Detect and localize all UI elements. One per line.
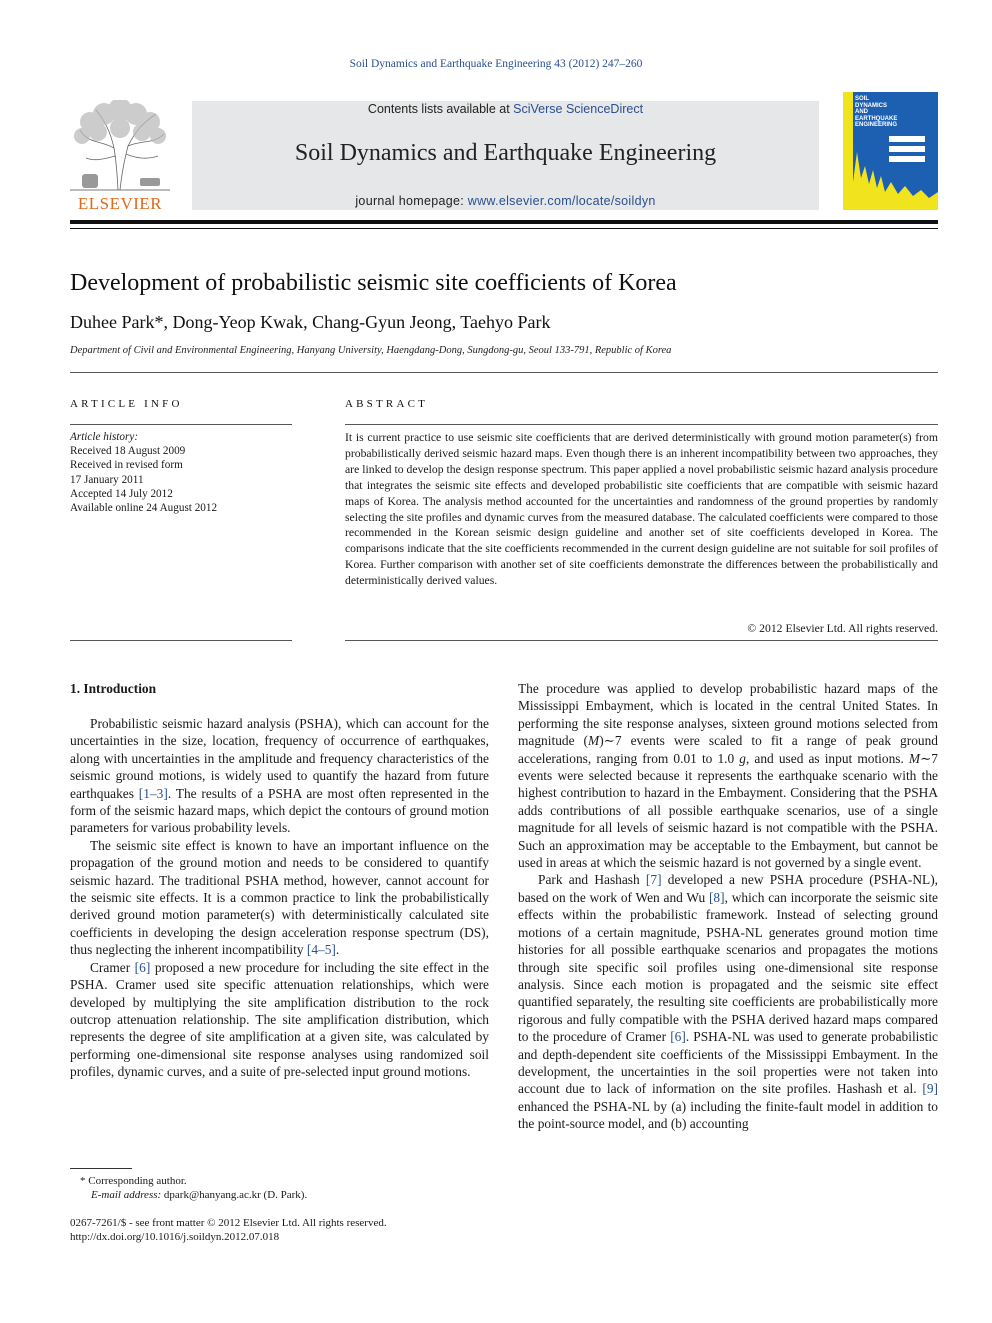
body-column-left — [70, 715, 489, 1081]
citation-link[interactable]: [1–3] — [138, 785, 168, 801]
email-note — [91, 1188, 307, 1202]
text-run: ∼7 events were selected because it represents the earthquake scenario with the highest contribution to hazard in the Embayment. Considering that the PSHA adds contributions of all possible earthquake scenarios, use of a single magnitude for all levels of seismic hazard is not compatible with the PSHA. Such an approximation may be acceptable to the Embayment, but cannot be used in areas at which the seismic hazard is not governed by a single event. — [518, 750, 938, 871]
cover-title: SOIL DYNAMICS AND EARTHQUAKE ENGINEERING — [855, 96, 898, 128]
text-run: . — [335, 942, 340, 958]
text-run: proposed a new procedure for including the site effect in the PSHA. Cramer used site specific attenuation relationships, which were developed by multiplying the site amplification distribution to the rock outcrop attenuation relationship. The site amplification distribution, which represents the degree of site amplification at a given site, was calculated by performing one-dimensional site response analyses using randomized soil profiles, dynamic curves, and a suite of pre-selected input ground motions. — [70, 959, 489, 1080]
italic-symbol: M — [588, 733, 600, 749]
header-rule-thin — [70, 228, 938, 229]
article-history — [70, 430, 292, 515]
citation-link[interactable]: [6] — [670, 1029, 686, 1045]
history-accepted: Accepted 14 July 2012 — [70, 487, 173, 500]
paragraph — [70, 715, 489, 837]
history-revised-date: 17 January 2011 — [70, 473, 144, 486]
article-title: Development of probabilistic seismic site coefficients of Korea — [70, 270, 677, 296]
abstract-copyright: © 2012 Elsevier Ltd. All rights reserved. — [747, 622, 938, 635]
text-run: )∼7 events were scaled to fit a range of peak ground accelerations, ranging from 0.01 to 1.0 — [518, 733, 938, 766]
citation-link[interactable]: [4–5] — [306, 942, 336, 958]
author-list[interactable]: Duhee Park*, Dong-Yeop Kwak, Chang-Gyun Jeong, Taehyo Park — [70, 312, 551, 332]
contents-line — [192, 102, 819, 116]
history-revised-label: Received in revised form — [70, 459, 183, 472]
journal-homepage — [192, 194, 819, 208]
italic-symbol: M — [908, 750, 921, 766]
history-online: Available online 24 August 2012 — [70, 502, 218, 515]
header-rule-thick — [70, 220, 938, 224]
journal-citation[interactable]: Soil Dynamics and Earthquake Engineering 43 (2012) 247–260 — [349, 58, 643, 70]
italic-symbol: g — [739, 750, 746, 766]
body-column-right — [518, 680, 938, 1133]
section-heading-introduction: 1. Introduction — [70, 681, 157, 696]
text-run: Cramer — [90, 959, 135, 975]
history-received: Received 18 August 2009 — [70, 445, 186, 458]
text-run: , which can incorporate the seismic site effects within the probabilistic framework. Instead of selecting ground motions of a certain magnitude, PSHA-NL generates ground motion time histories for all possible earthquake scenarios and propagates the motions through site specific soil profiles using one-dimensional site response analysis. Since each motion is propagated and the seismic site effect quantified separately, the resulting site coefficients are probabilistically more rigorous and fully compatible with the PSHA derived hazard maps compared to the procedure of Cramer — [518, 889, 938, 1045]
text-run: . PSHA-NL was used to generate probabilistic and depth-dependent site coefficients of the Mississippi Embayment. In the development, the uncertainties in the soil properties were not taken into account due to lack of information on the site profiles. Hashash et al. — [518, 1029, 938, 1097]
abstract-heading: ABSTRACT — [345, 398, 429, 410]
text-run: The procedure was applied to develop probabilistic hazard maps of the Mississippi Embayment, which is located in the central United States. In performing the site response analyses, sixteen ground motions selected from magnitude ( — [518, 681, 938, 749]
info-rule-top — [70, 424, 292, 425]
paragraph — [518, 871, 938, 1132]
text-run: developed a new PSHA procedure (PSHA-NL), based on the work of Wen and Wu — [518, 872, 938, 905]
citation-link[interactable]: [6] — [134, 959, 151, 975]
article-info-heading: ARTICLE INFO — [70, 398, 183, 410]
elsevier-wordmark: ELSEVIER — [77, 194, 163, 213]
doi-link[interactable]: http://dx.doi.org/10.1016/j.soildyn.2012.07.018 — [70, 1231, 280, 1243]
history-label: Article history: — [70, 431, 139, 443]
citation-link[interactable]: [8] — [708, 889, 725, 905]
issn-line: 0267-7261/$ - see front matter © 2012 Elsevier Ltd. All rights reserved. — [70, 1217, 387, 1229]
homepage-link[interactable]: www.elsevier.com/locate/soildyn — [467, 194, 656, 208]
citation-link[interactable]: [9] — [922, 1081, 938, 1097]
abstract-rule-top — [345, 424, 938, 425]
text-run: , and used as input motions. — [745, 750, 909, 766]
contents-prefix: Contents lists available at — [367, 102, 514, 116]
journal-cover-thumbnail[interactable] — [843, 92, 938, 210]
text-run: enhanced the PSHA-NL by (a) including the finite-fault model in addition to the point-source model, and (b) accounting — [518, 1098, 938, 1132]
email-label: E-mail address: — [91, 1189, 162, 1201]
sciencedirect-link[interactable]: SciVerse ScienceDirect — [513, 102, 644, 116]
email-address[interactable]: dpark@hanyang.ac.kr (D. Park). — [161, 1189, 308, 1201]
paragraph — [518, 680, 938, 871]
footnote-rule — [70, 1168, 132, 1169]
paragraph — [70, 959, 489, 1081]
text-run: Park and Hashash — [538, 872, 646, 888]
title-rule — [70, 372, 938, 373]
corresponding-author-note: * Corresponding author. — [80, 1175, 187, 1187]
abstract-text: It is current practice to use seismic site coefficients that are derived deterministically with ground motion parameter(s) from probabilistically derived seismic hazard maps. Even though there is an inherent incompatibility between two approaches, they are linked to develop the design response spectrum. This paper applied a novel probabilistic seismic hazard analysis procedure that integrates the seismic site effects and developed probabilistic site coefficients that are compatible with seismic hazard maps of Korea. The analysis method accounted for the uncertainties and randomness of the ground properties by randomly selecting the site profiles and dynamic curves from the measured database. The calculated coefficients were compared to those recommended in the Korean seismic design guideline and another set of site coefficients developed in Korea. The comparisons indicate that the site coefficients recommended in the current design guideline are not suitable for soil profiles of Korea. Further comparison with another set of site coefficients demonstrate the differences between the probabilistically and deterministically derived values. — [345, 431, 938, 588]
affiliation: Department of Civil and Environmental Engineering, Hanyang University, Haengdang-Dong, Sungdong-gu, Seoul 133-791, Republic of Korea — [70, 345, 672, 356]
abstract-rule-bottom — [345, 640, 938, 641]
text-run: . The results of a PSHA are most often represented in the form of the seismic hazard maps, which depict the contours of ground motion parameters for various probability levels. — [70, 785, 489, 836]
info-rule-bottom — [70, 640, 292, 641]
cover-waveform-icon — [843, 148, 938, 210]
text-run: The seismic site effect is known to have an important influence on the propagation of the ground motion and needs to be considered to quantify seismic hazard. The traditional PSHA method, however, cannot account for the seismic site effects. It is a common practice to link the probabilistically derived ground motion parameter(s) with deterministically calculated site coefficients in developing the design acceleration response spectrum (DS), thus neglecting the inherent incompatibility — [70, 837, 489, 958]
paragraph — [70, 837, 489, 959]
homepage-prefix: journal homepage: — [355, 194, 468, 208]
text-run: Probabilistic seismic hazard analysis (PSHA), which can account for the uncertainties in the size, location, frequency of occurrence of earthquakes, along with uncertainties in the amplitude and frequency characteristics of the seismic ground motions, is widely used to quantify the hazard from future earthquakes — [70, 716, 489, 801]
citation-link[interactable]: [7] — [645, 872, 662, 888]
journal-title: Soil Dynamics and Earthquake Engineering — [294, 140, 717, 166]
